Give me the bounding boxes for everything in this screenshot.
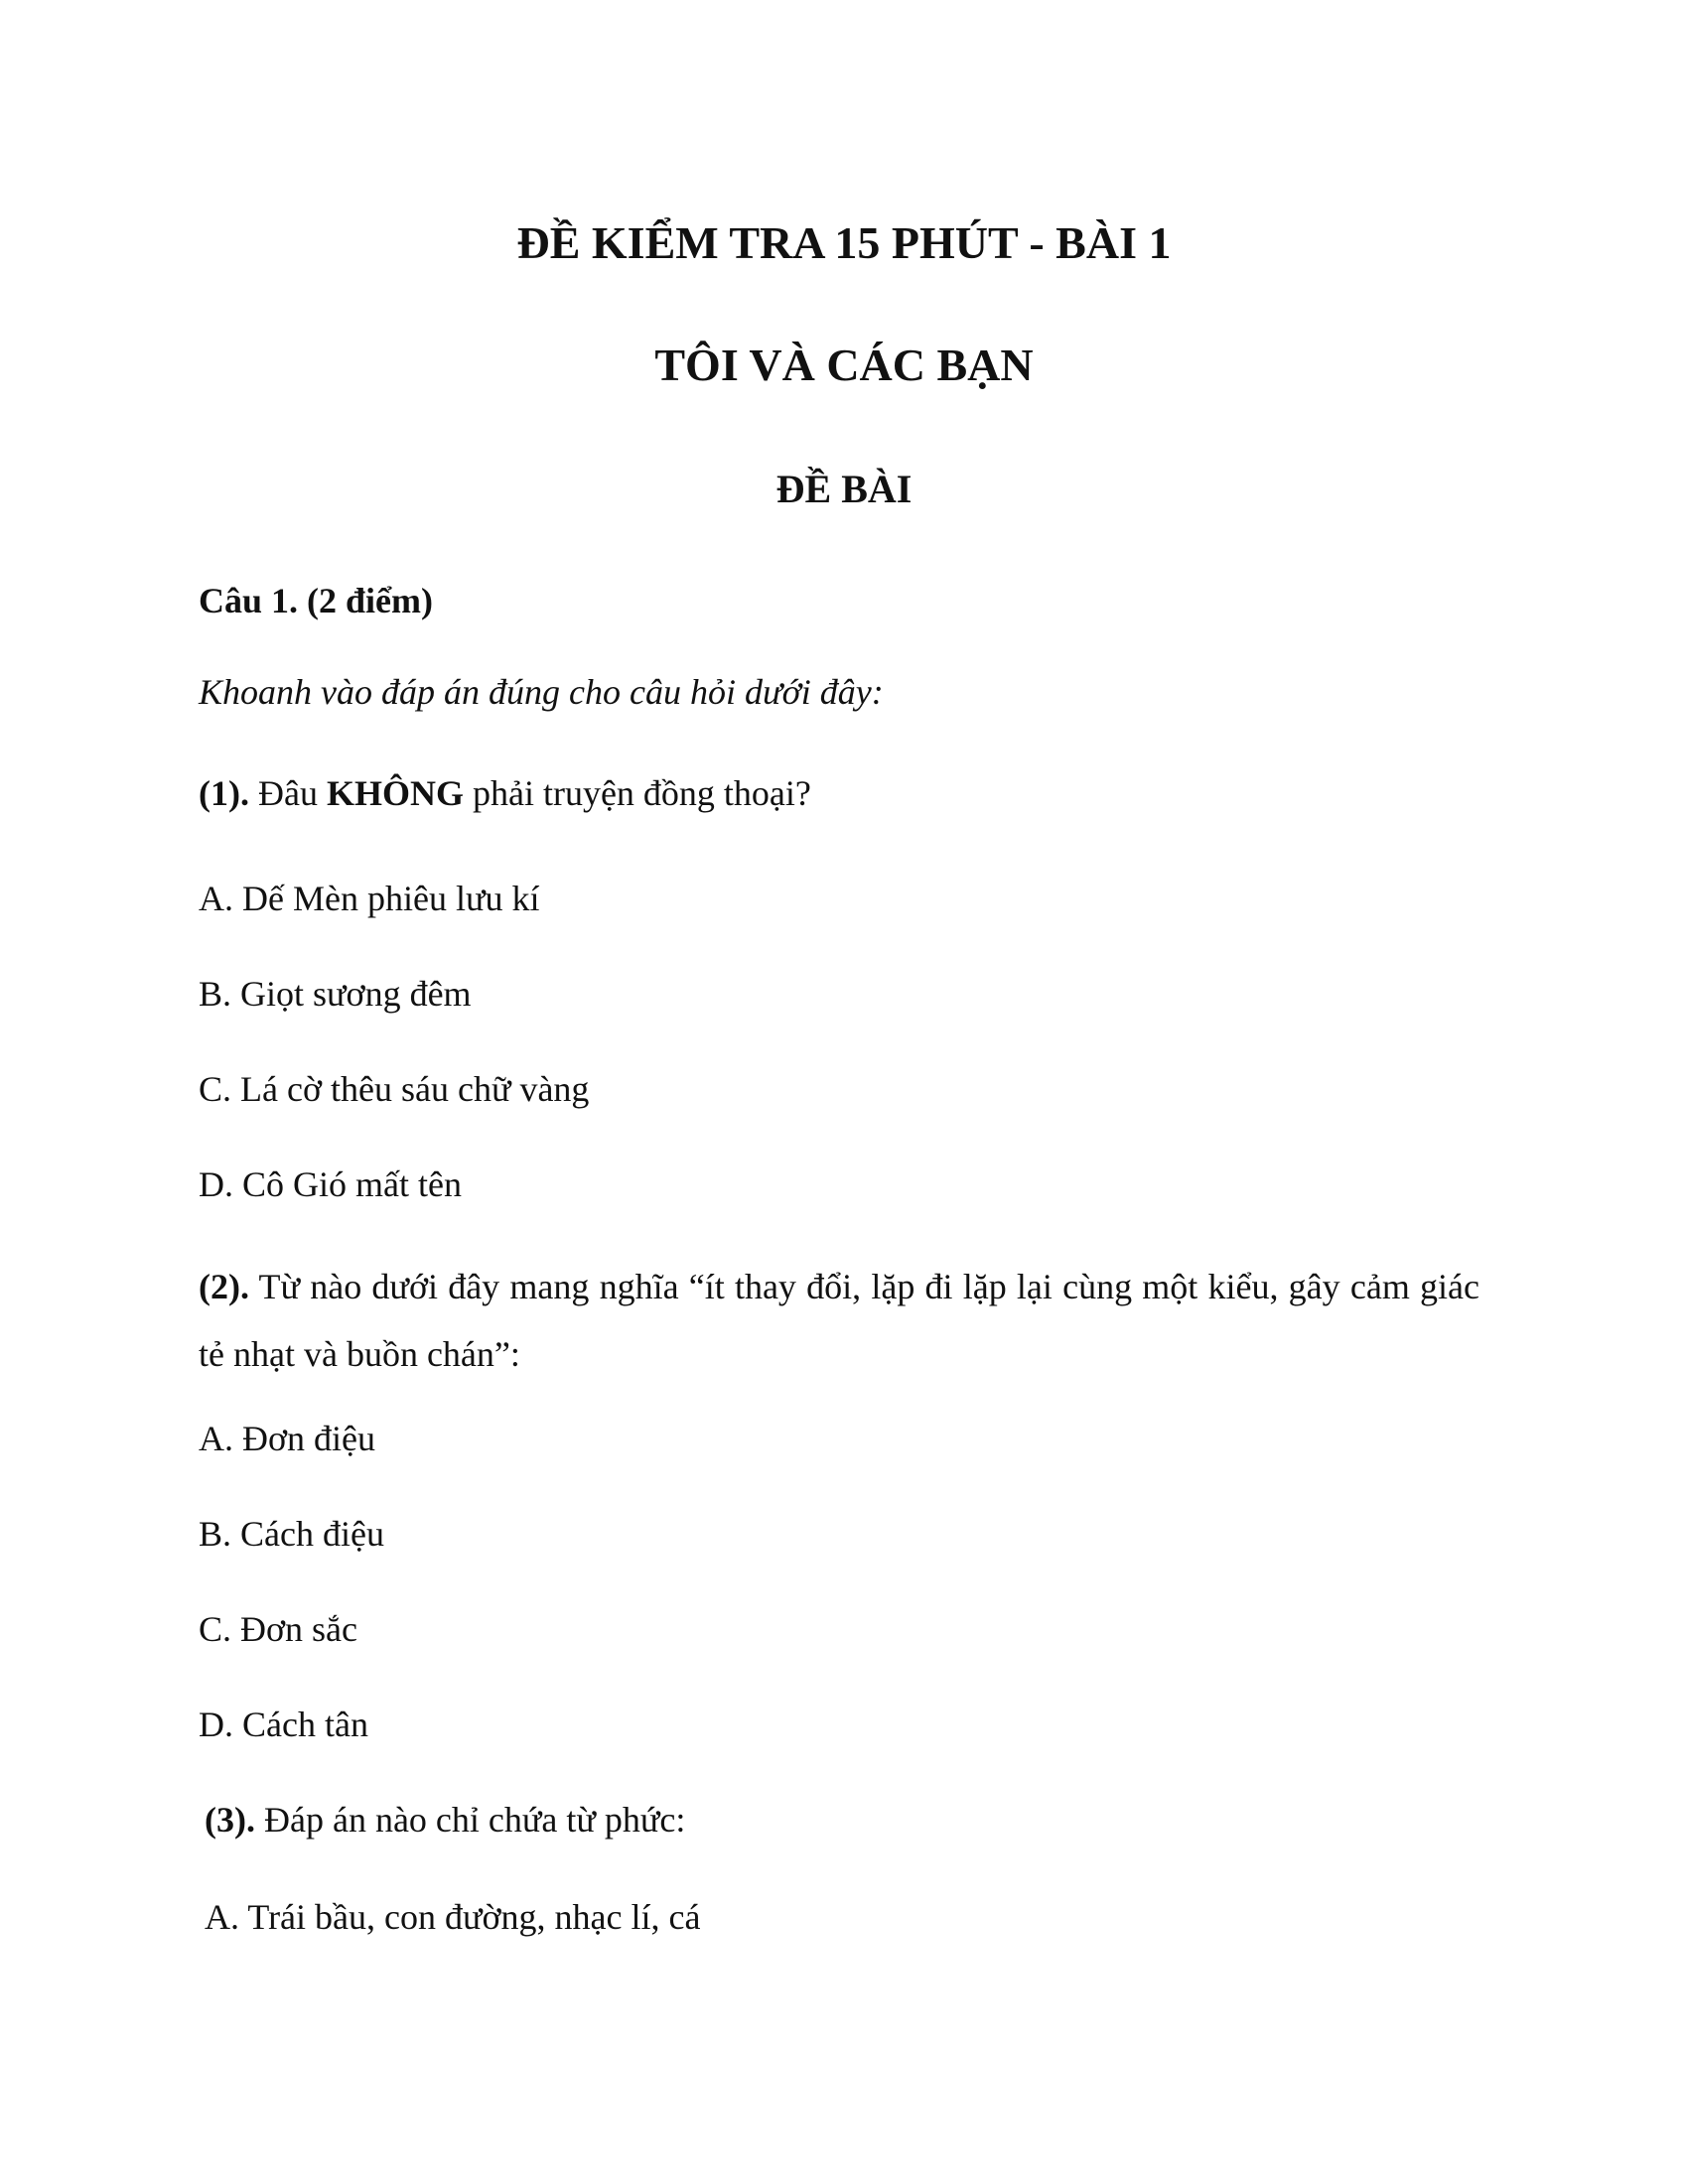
item-1-text-bold: KHÔNG (326, 773, 464, 813)
item-2-option: C. Đơn sắc (199, 1609, 358, 1649)
question-instruction: Khoanh vào đáp án đúng cho câu hỏi dưới đây: (199, 672, 884, 712)
item-1-text-after: phải truyện đồng thoại? (463, 773, 811, 813)
item-3-option: A. Trái bầu, con đường, nhạc lí, cá (205, 1897, 701, 1937)
item-1-option: D. Cô Gió mất tên (199, 1164, 462, 1204)
document-title: ĐỀ KIỂM TRA 15 PHÚT - BÀI 1 (516, 217, 1172, 268)
item-3-prompt (205, 1798, 685, 1842)
item-1-option: C. Lá cờ thêu sáu chữ vàng (199, 1069, 590, 1109)
item-2-option: D. Cách tân (199, 1705, 368, 1744)
question-heading: Câu 1. (2 điểm) (199, 581, 433, 620)
item-1-text-before: Đâu (248, 773, 327, 813)
section-heading: ĐỀ BÀI (775, 467, 913, 511)
item-2-prompt (199, 1253, 1479, 1388)
item-2-number: (2). (199, 1267, 249, 1306)
item-2-option: A. Đơn điệu (199, 1419, 376, 1458)
item-1-option: A. Dế Mèn phiêu lưu kí (199, 879, 540, 918)
item-1-option: B. Giọt sương đêm (199, 974, 472, 1014)
item-2-text: Từ nào dưới đây mang nghĩa “ít thay đổi, lặp đi lặp lại cùng một kiểu, gây cảm giác tẻ nhạt và buồn chán”: (199, 1267, 1479, 1374)
item-3-text: Đáp án nào chỉ chứa từ phức: (254, 1800, 686, 1840)
item-1-number: (1). (199, 773, 249, 813)
lesson-title: TÔI VÀ CÁC BẠN (654, 340, 1034, 390)
item-3-number: (3). (205, 1800, 255, 1840)
item-1-prompt (199, 771, 811, 815)
item-2-option: B. Cách điệu (199, 1514, 384, 1554)
